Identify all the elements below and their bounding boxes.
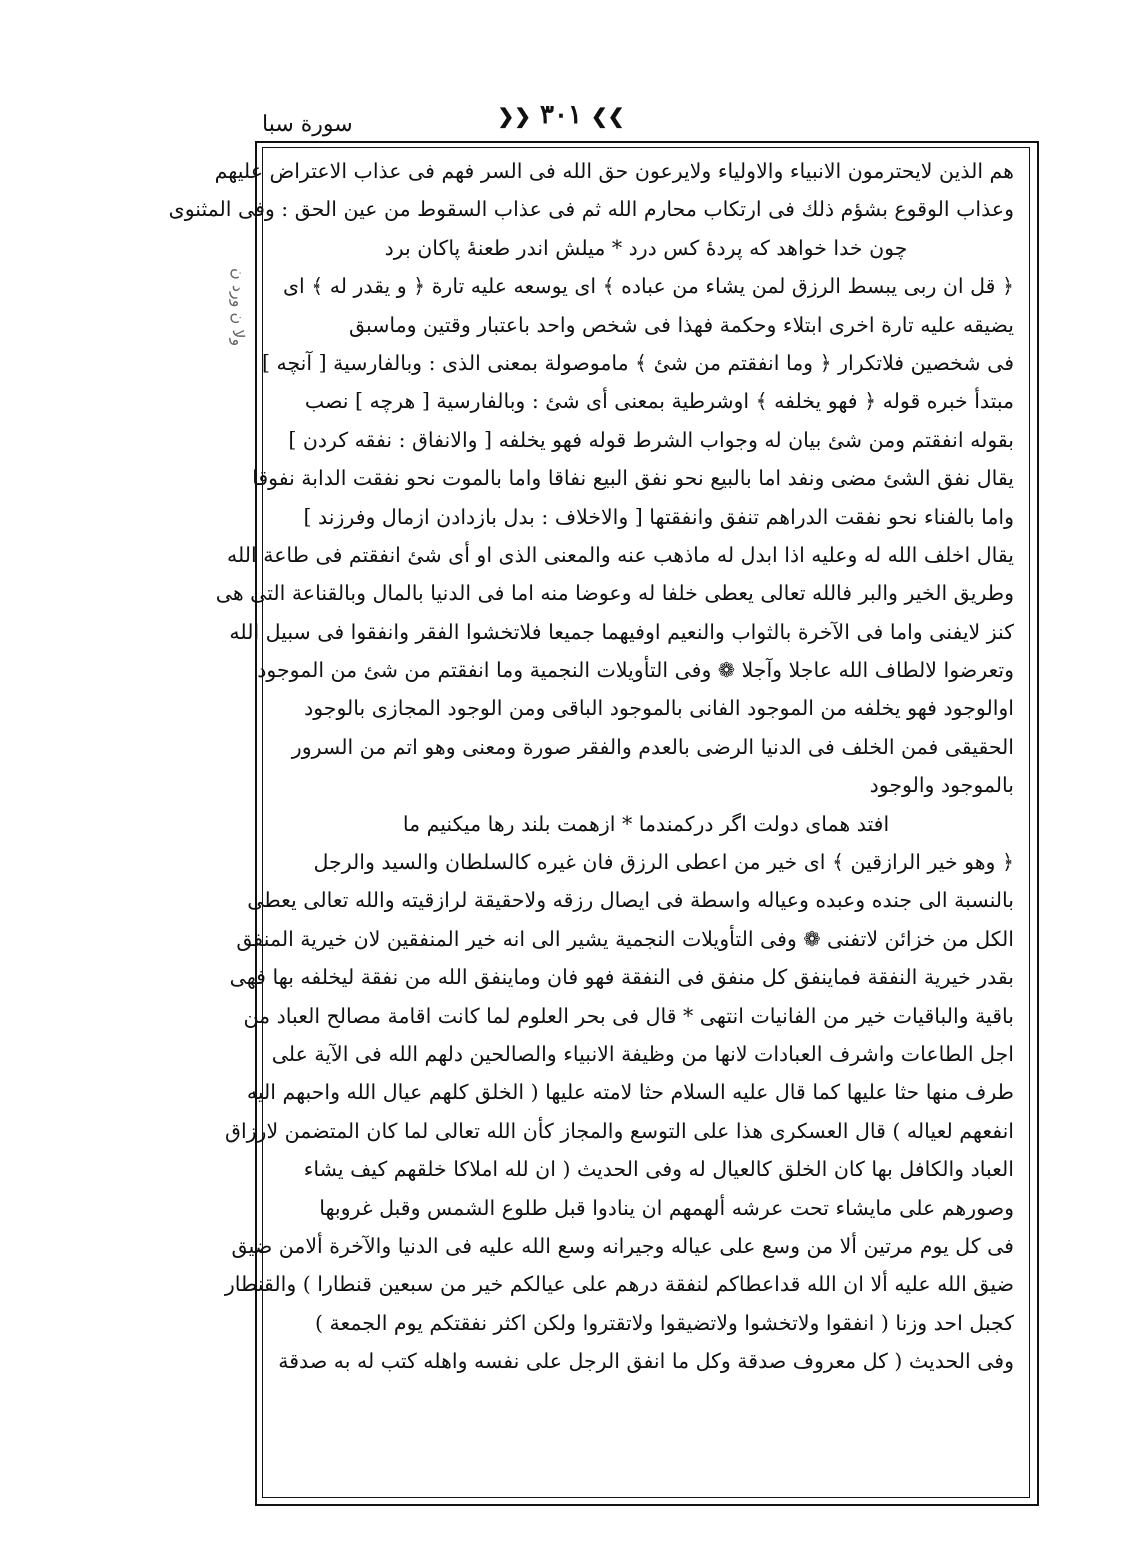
text-line: الكل من خزائن لاتفنى ❁ وفى التأويلات النجمية يشير الى انه خير المنفقين لان خيرية المنفق [236, 926, 1014, 951]
text-line: بقدر خيرية النفقة فماينفق كل منفق فى النفقة فهو فان وماينفق الله من نفقة ليخلفه بها فهى [229, 965, 1014, 990]
text-line: يقال اخلف الله له وعليه اذا ابدل له ماذهب عنه والمعنى الذى او أى شئ انفقتم فى طاعة الله [226, 542, 1014, 567]
text-line: هم الذين لايحترمون الانبياء والاولياء ولايرعون حق الله فى السر فهم فى عذاب الاعتراض عليهم [214, 159, 1014, 183]
page-number: ٣٠١ [540, 100, 582, 130]
text-line: وفى الحديث ( كل معروف صدقة وكل ما انفق الرجل على نفسه واهله كتب له به صدقة [278, 1349, 1014, 1374]
text-line: ضيق الله عليه ألا ان الله قداعطاكم لنفقة درهم على عيالكم خير من سبعين قنطارا ) والقنطار [224, 1272, 1014, 1297]
text-line: وعذاب الوقوع بشؤم ذلك فى ارتكاب محارم الله ثم فى عذاب السقوط من عين الحق : وفى المثنوى [168, 197, 1014, 222]
text-line: وتعرضوا لالطاف الله عاجلا وآجلا ❁ وفى التأويلات النجمية وما انفقتم من شئ من الموجود [257, 658, 1014, 683]
text-line: يقال نفق الشئ مضى ونفد اما بالبيع نحو نفق البيع نفاقا واما بالموت نحو نفقت الدابة نفوقا [252, 466, 1014, 491]
text-line: بالنسبة الى جنده وعبده وعياله واسطة فى ايصال رزقه ولاحقيقة لرازقيته والله تعالى يعطى [247, 888, 1014, 913]
poem-verse: چون خدا خواهد كه پردۀ كس درد * ميلش اندر طعنۀ پاكان برد [384, 235, 908, 260]
text-line: فى شخصين فلاتكرار ﴿ وما انفقتم من شئ ﴾ ماموصولة بمعنى الذى : وبالفارسية [ آنچه ] [261, 350, 1014, 375]
text-line: وصورهم على مايشاء تحت عرشه ألهمهم ان ينادوا قبل طلوع الشمس وقبل غروبها [319, 1195, 1014, 1220]
text-line: اوالوجود فهو يخلفه من الموجود الفانى بالموجود الباقى ومن الوجود المجازى بالوجود [304, 696, 1014, 721]
text-line: يضيقه عليه تارة اخرى ابتلاء وحكمة فهذا فى شخص واحد باعتبار وقتين وماسبق [348, 312, 1014, 337]
running-title: سورة سبا [262, 112, 353, 137]
text-line: باقية والباقيات خير من الفانيات انتهى * قال فى بحر العلوم لما كانت اقامة مصالح العباد من [243, 1003, 1014, 1028]
text-line: ﴿ قل ان ربى يبسط الرزق لمن يشاء من عباده ﴾ اى يوسعه عليه تارة ﴿ و يقدر له ﴾ اى [282, 274, 1014, 299]
page-header [0, 100, 1122, 130]
ornament-right-icon: ❯❯ [591, 104, 625, 128]
text-line: واما بالفناء نحو نفقت الدراهم تنفق وانفقتها [ والاخلاف : بدل بازدادن ازمال وفرزند ] [303, 504, 1014, 529]
ornament-left-icon: ❮❮ [497, 104, 531, 128]
text-line: الحقيقى فمن الخلف فى الدنيا الرضى بالعدم والفقر صورة ومعنى وهو اتم من السرور [291, 734, 1014, 759]
margin-note: ولا ن ورد ن [229, 268, 248, 347]
poem-verse: افتد هماى دولت اگر دركمندما * ازهمت بلند رها ميكنيم ما [402, 811, 890, 836]
text-line: بقوله انفقتم ومن شئ بيان له وجواب الشرط قوله فهو يخلفه [ والانفاق : نفقه كردن ] [288, 427, 1014, 452]
text-line: ﴿ وهو خير الرازقين ﴾ اى خير من اعطى الرزق فان غيره كالسلطان والسيد والرجل [313, 850, 1014, 875]
text-line: بالموجود والوجود [869, 773, 1014, 798]
text-line: وطريق الخير والبر فالله تعالى يعطى خلفا له وعوضا منه اما فى الدنيا بالمال وبالقناعة التى هى [215, 581, 1014, 606]
text-line: مبتدأ خبره قوله ﴿ فهو يخلفه ﴾ اوشرطية بمعنى أى شئ : وبالفارسية [ هرچه ] نصب [304, 389, 1014, 414]
text-line: طرف منها حثا عليها كما قال عليه السلام حثا لامته عليها ( الخلق كلهم عيال الله واحبهم اليه [246, 1080, 1014, 1105]
text-line: فى كل يوم مرتين ألا من وسع على عياله وجيرانه وسع الله عليه فى الدنيا والآخرة ألامن ضيق [231, 1233, 1014, 1258]
text-line: كنز لايفنى واما فى الآخرة بالثواب والنعيم اوفيهما جميعا فلاتخشوا الفقر وانفقوا فى سبيل الله [229, 619, 1014, 644]
text-line: انفعهم لعياله ) قال العسكرى هذا على التوسع والمجاز كأن الله تعالى لما كان المتضمن لارزاق [225, 1118, 1014, 1143]
text-line: اجل الطاعات واشرف العبادات لانها من وظيفة الانبياء والصالحين دلهم الله فى الآية على [271, 1041, 1014, 1066]
text-line: العباد والكافل بها كان الخلق كالعيال له وفى الحديث ( ان لله املاكا خلقهم كيف يشاء [303, 1157, 1014, 1182]
text-line: كجبل احد وزنا ( انفقوا ولاتخشوا ولاتضيقوا ولاتقتروا ولكن اكثر نفقتكم يوم الجمعة ) [314, 1310, 1014, 1335]
